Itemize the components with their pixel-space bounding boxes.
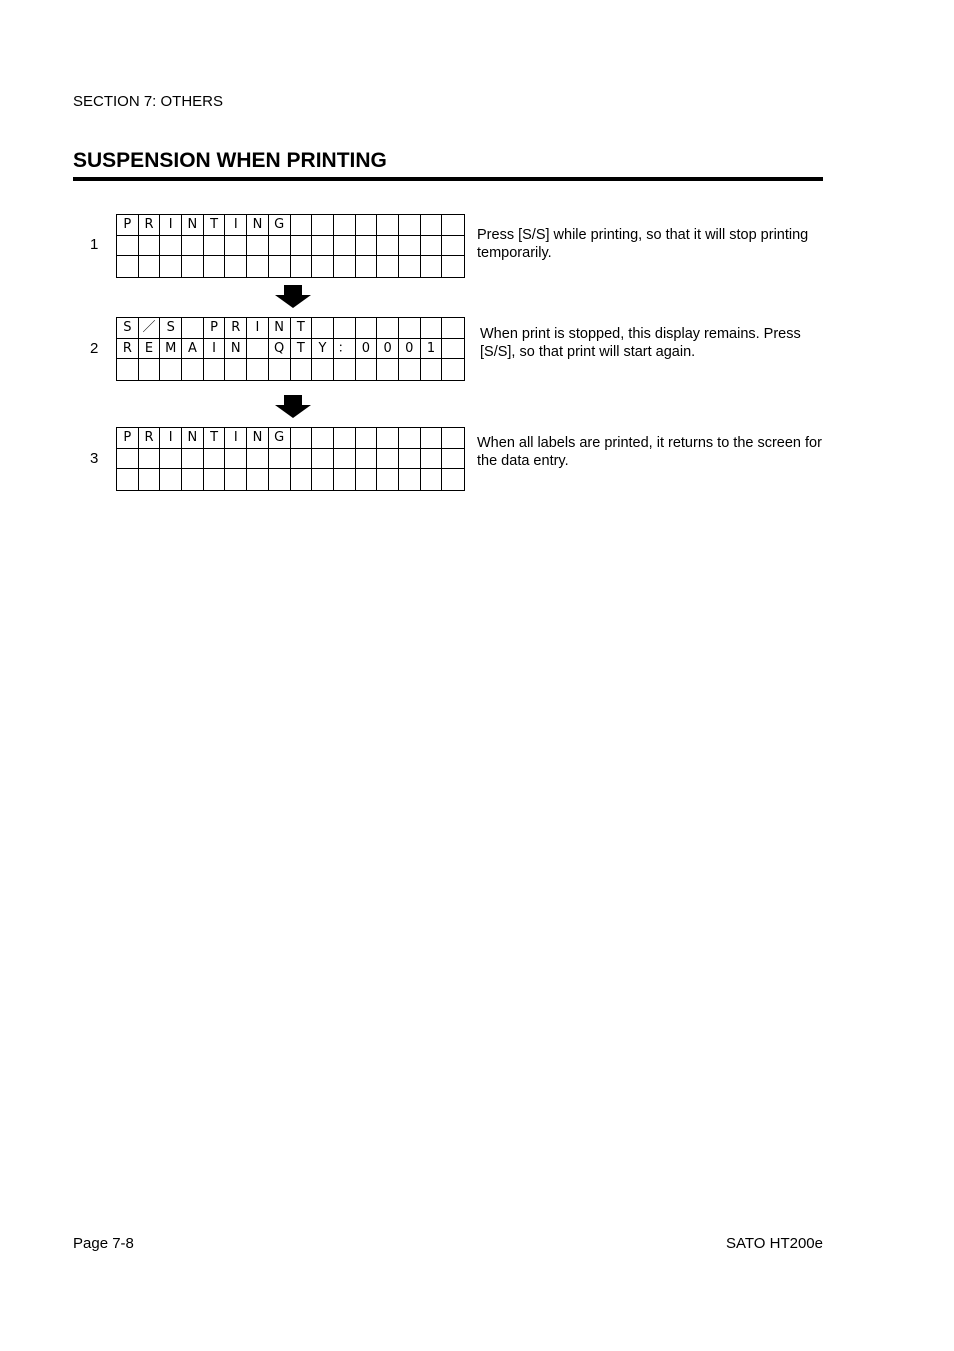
lcd-cell <box>356 449 378 470</box>
lcd-cell <box>269 359 291 380</box>
lcd-cell <box>356 215 378 236</box>
lcd-cell <box>421 359 443 380</box>
lcd-cell: E <box>139 339 161 360</box>
lcd-cell <box>247 256 269 277</box>
lcd-cell: N <box>182 215 204 236</box>
lcd-cell <box>312 469 334 490</box>
lcd-cell <box>421 449 443 470</box>
lcd-cell <box>139 359 161 380</box>
step-number-2: 2 <box>90 340 99 357</box>
lcd-cell: N <box>247 428 269 449</box>
lcd-cell <box>225 449 247 470</box>
lcd-cell <box>442 359 464 380</box>
lcd-cell <box>442 449 464 470</box>
lcd-display-2 <box>116 317 465 381</box>
lcd-cell: N <box>247 215 269 236</box>
lcd-cell: I <box>225 428 247 449</box>
lcd-cell: S <box>160 318 182 339</box>
lcd-cell <box>269 449 291 470</box>
lcd-cell <box>247 469 269 490</box>
lcd-cell <box>291 236 313 257</box>
lcd-cell <box>117 449 139 470</box>
lcd-cell <box>377 318 399 339</box>
lcd-cell: R <box>225 318 247 339</box>
lcd-cell <box>182 256 204 277</box>
lcd-cell <box>160 359 182 380</box>
lcd-cell <box>204 449 226 470</box>
lcd-cell <box>204 256 226 277</box>
lcd-cell <box>247 359 269 380</box>
lcd-cell <box>139 256 161 277</box>
lcd-cell <box>377 469 399 490</box>
lcd-cell: ： <box>334 339 356 360</box>
lcd-cell <box>377 428 399 449</box>
lcd-cell: N <box>182 428 204 449</box>
lcd-cell: T <box>204 428 226 449</box>
lcd-cell <box>442 236 464 257</box>
lcd-cell: 0 <box>399 339 421 360</box>
lcd-cell <box>204 359 226 380</box>
lcd-cell: I <box>160 428 182 449</box>
lcd-cell: N <box>225 339 247 360</box>
lcd-cell <box>334 256 356 277</box>
lcd-cell <box>182 469 204 490</box>
lcd-cell <box>312 318 334 339</box>
lcd-cell <box>442 339 464 360</box>
lcd-cell <box>160 236 182 257</box>
lcd-cell <box>182 449 204 470</box>
lcd-cell: T <box>291 318 313 339</box>
lcd-cell <box>160 469 182 490</box>
lcd-cell: M <box>160 339 182 360</box>
lcd-cell: 0 <box>377 339 399 360</box>
lcd-cell: T <box>291 339 313 360</box>
step-number-3: 3 <box>90 450 99 467</box>
lcd-cell <box>312 359 334 380</box>
lcd-cell <box>442 428 464 449</box>
lcd-cell <box>160 449 182 470</box>
lcd-cell <box>377 215 399 236</box>
lcd-cell <box>247 339 269 360</box>
lcd-cell <box>399 215 421 236</box>
lcd-cell <box>421 236 443 257</box>
lcd-cell <box>356 318 378 339</box>
lcd-cell <box>421 318 443 339</box>
lcd-cell <box>312 428 334 449</box>
lcd-cell: I <box>225 215 247 236</box>
lcd-cell: G <box>269 215 291 236</box>
lcd-cell: ／ <box>139 318 161 339</box>
lcd-cell <box>269 469 291 490</box>
lcd-display-3 <box>116 427 465 491</box>
lcd-cell <box>334 236 356 257</box>
lcd-cell <box>139 469 161 490</box>
down-arrow-icon <box>274 285 312 309</box>
lcd-cell <box>377 359 399 380</box>
lcd-cell <box>291 215 313 236</box>
lcd-cell <box>312 236 334 257</box>
lcd-cell <box>182 359 204 380</box>
lcd-cell <box>399 236 421 257</box>
lcd-display-1 <box>116 214 465 278</box>
lcd-cell <box>356 359 378 380</box>
lcd-cell <box>334 318 356 339</box>
lcd-cell: 1 <box>421 339 443 360</box>
lcd-cell <box>421 215 443 236</box>
lcd-cell <box>356 236 378 257</box>
lcd-cell: Q <box>269 339 291 360</box>
lcd-cell <box>139 236 161 257</box>
step-description-3: When all labels are printed, it returns to the screen for the data entry. <box>477 435 822 469</box>
lcd-cell <box>421 469 443 490</box>
lcd-cell <box>269 256 291 277</box>
lcd-cell: I <box>204 339 226 360</box>
product-name: SATO HT200e <box>726 1235 823 1252</box>
lcd-cell: N <box>269 318 291 339</box>
lcd-cell <box>139 449 161 470</box>
page-number: Page 7-8 <box>73 1235 134 1252</box>
lcd-cell <box>399 256 421 277</box>
lcd-cell: S <box>117 318 139 339</box>
lcd-cell <box>399 359 421 380</box>
step-description-2: When print is stopped, this display remains. Press [S/S], so that print will start again. <box>480 326 801 360</box>
lcd-cell: R <box>117 339 139 360</box>
down-arrow-icon <box>274 395 312 419</box>
lcd-cell <box>421 256 443 277</box>
lcd-cell <box>377 256 399 277</box>
lcd-cell <box>356 256 378 277</box>
lcd-cell <box>442 215 464 236</box>
lcd-cell <box>442 256 464 277</box>
lcd-cell <box>399 449 421 470</box>
lcd-cell: A <box>182 339 204 360</box>
lcd-cell <box>399 469 421 490</box>
lcd-cell <box>225 359 247 380</box>
lcd-cell <box>247 449 269 470</box>
lcd-cell <box>312 449 334 470</box>
lcd-cell <box>225 236 247 257</box>
lcd-cell: P <box>204 318 226 339</box>
lcd-cell <box>291 469 313 490</box>
lcd-cell: R <box>139 215 161 236</box>
lcd-cell <box>117 256 139 277</box>
lcd-cell <box>291 256 313 277</box>
lcd-cell <box>312 215 334 236</box>
step-number-1: 1 <box>90 236 99 253</box>
lcd-cell <box>399 428 421 449</box>
lcd-cell: T <box>204 215 226 236</box>
lcd-cell <box>334 215 356 236</box>
lcd-cell <box>442 318 464 339</box>
lcd-cell <box>117 236 139 257</box>
lcd-cell <box>312 256 334 277</box>
lcd-cell: I <box>160 215 182 236</box>
lcd-cell <box>291 428 313 449</box>
lcd-cell <box>225 469 247 490</box>
lcd-cell <box>334 469 356 490</box>
lcd-cell <box>334 359 356 380</box>
lcd-cell <box>291 449 313 470</box>
lcd-cell <box>356 469 378 490</box>
lcd-cell <box>225 256 247 277</box>
lcd-cell <box>117 469 139 490</box>
step-description-1: Press [S/S] while printing, so that it will stop printing temporarily. <box>477 227 809 261</box>
lcd-cell: I <box>247 318 269 339</box>
section-label: SECTION 7: OTHERS <box>73 93 224 110</box>
lcd-cell: G <box>269 428 291 449</box>
lcd-cell <box>421 428 443 449</box>
lcd-cell <box>334 449 356 470</box>
lcd-cell <box>442 469 464 490</box>
lcd-cell <box>356 428 378 449</box>
lcd-cell <box>204 236 226 257</box>
lcd-cell <box>182 236 204 257</box>
lcd-cell: R <box>139 428 161 449</box>
lcd-cell: 0 <box>356 339 378 360</box>
lcd-cell <box>160 256 182 277</box>
lcd-cell <box>204 469 226 490</box>
lcd-cell <box>291 359 313 380</box>
lcd-cell: P <box>117 428 139 449</box>
lcd-cell <box>117 359 139 380</box>
lcd-cell <box>247 236 269 257</box>
lcd-cell <box>269 236 291 257</box>
lcd-cell <box>334 428 356 449</box>
lcd-cell: P <box>117 215 139 236</box>
lcd-cell <box>399 318 421 339</box>
lcd-cell: Y <box>312 339 334 360</box>
lcd-cell <box>377 449 399 470</box>
lcd-cell <box>377 236 399 257</box>
lcd-cell <box>182 318 204 339</box>
page-title: SUSPENSION WHEN PRINTING <box>73 149 823 181</box>
